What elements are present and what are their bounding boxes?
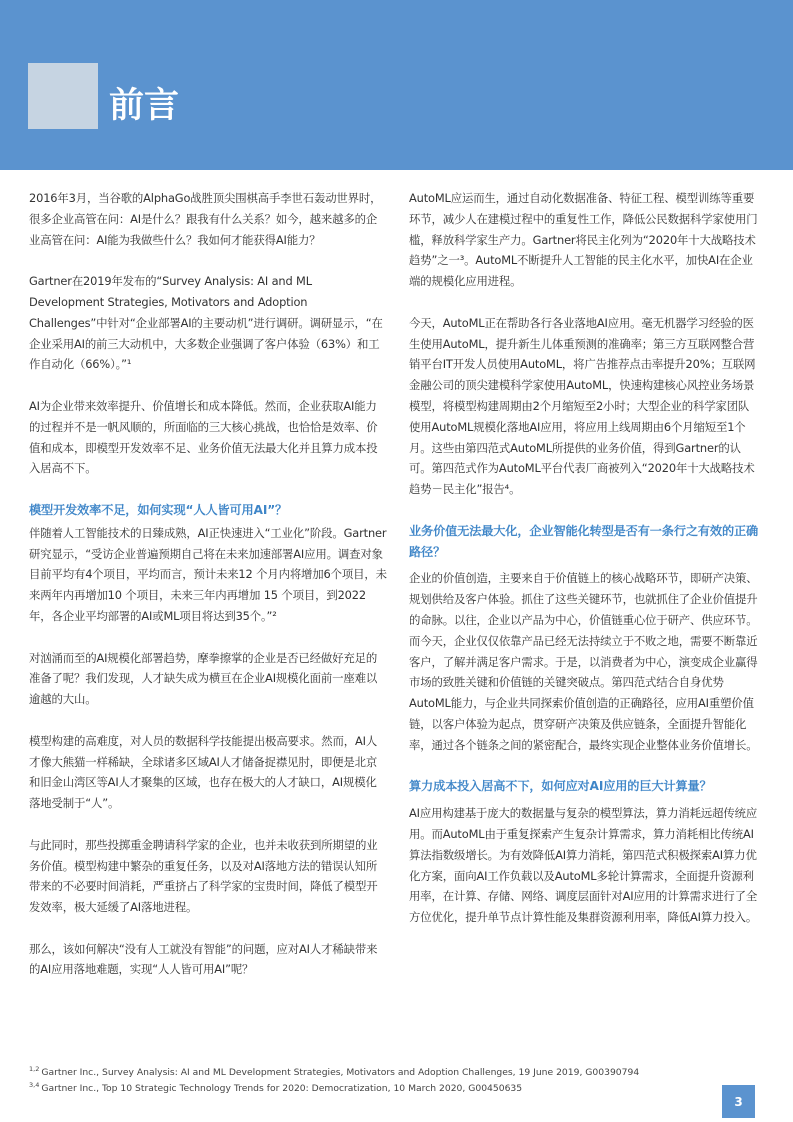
paragraph: 与此同时，那些投掷重金聘请科学家的企业，也并未收获到所期望的业务价值。模型构建中繁杂的重复任务，以及对AI落地方法的错误认知所带来的不必要时间消耗，严重挤占了科学家的宝贵时间，降低了模型开发效率，极大延缓了AI落地进程。 xyxy=(29,837,378,915)
paragraph: 模型构建的高难度，对人员的数据科学技能提出极高要求。然而，AI人才像大熊猫一样稀缺，全球诸多区域AI人才储备捉襟见肘，即便是北京和旧金山湾区等AI人才聚集的区域，也存在极大的人才缺口，AI规模化落地受制于“人”。 xyxy=(29,733,378,811)
footnote-text: Gartner Inc., Top 10 Strategic Technology Trends for 2020: Democratization, 10 March 2020, G00450635 xyxy=(41,1083,523,1094)
footnote-mark: 1,2 xyxy=(29,1064,40,1073)
paragraph: 今天，AutoML正在帮助各行各业落地AI应用。毫无机器学习经验的医生使用AutoML，提升新生儿体重预测的准确率；第三方互联网整合营销平台IT开发人员使用AutoML，将广告推荐点击率提升20%；互联网金融公司的顶尖建模科学家使用AutoML，快速构建核心风控业务场景模型，将模型构建周期由2个月缩短至2小时；大型企业的科学家团队使用AutoML规模化落地AI应用，将应用上线周期由6个月缩短至1个月。这些由第四范式AutoML所提供的业务价值，得到Gartner的认可。第四范式作为AutoML平台代表厂商被列入“2020年十大战略技术趋势－民主化”报告⁴。 xyxy=(409,315,756,497)
footnotes xyxy=(29,1065,639,1097)
footnote xyxy=(29,1081,639,1097)
footnote-mark: 3,4 xyxy=(29,1080,40,1089)
section-heading: 模型开发效率不足，如何实现“人人皆可用AI”？ xyxy=(29,502,288,517)
footnote xyxy=(29,1065,639,1081)
paragraph: 2016年3月，当谷歌的AlphaGo战胜顶尖围棋高手李世石轰动世界时，很多企业高管在问：AI是什么？跟我有什么关系？如今，越来越多的企业高管在问：AI能为我做些什么？我如何才能获得AI能力？ xyxy=(29,191,382,247)
section-heading: 业务价值无法最大化，企业智能化转型是否有一条行之有效的正确路径？ xyxy=(409,523,759,559)
paragraph: AutoML应运而生，通过自动化数据准备、特征工程、模型训练等重要环节，减少人在建模过程中的重复性工作，降低公民数据科学家使用门槛，释放科学家生产力。Gartner将民主化列为“2020年十大战略技术趋势”之一³。AutoML不断提升人工智能的民主化水平，加快AI在企业端的规模化应用进程。 xyxy=(409,191,758,289)
footnote-text: Gartner Inc., Survey Analysis: AI and ML Development Strategies, Motivators and Adoption Challenges, 19 June 2019, G00390794 xyxy=(41,1067,640,1078)
left-column xyxy=(29,188,387,1001)
paragraph: 企业的价值创造，主要来自于价值链上的核心战略环节，即研产决策、规划供给及客户体验。抓住了这些关键环节，也就抓住了企业价值提升的命脉。以往，企业以产品为中心，价值链重心位于研产、供应环节。而今天，企业仅仅依靠产品已经无法持续立于不败之地，需要不断靠近客户，了解并满足客户需求。于是，以消费者为中心，演变成企业赢得市场的致胜关键和价值链的关键突破点。第四范式结合自身优势AutoML能力，与企业共同探索价值创造的正确路径，应用AI重塑价值链，以客户体验为起点，贯穿研产决策及供应链条，全面提升智能化率，通过各个链条之间的紧密配合，最终实现企业整体业务价值增长。 xyxy=(409,571,758,752)
paragraph: Gartner在2019年发布的“Survey Analysis: AI and ML Development Strategies, Motivators and Adoption Challenges”中针对“企业部署AI的主要动机”进行调研。调研显示，“在企业采用AI的前三大动机中，大多数企业强调了客户体验（63%）和工作自动化（66%）。”¹ xyxy=(29,274,383,372)
paragraph: AI为企业带来效率提升、价值增长和成本降低。然而，企业获取AI能力的过程并不是一帆风顺的，所面临的三大核心挑战，也恰恰是效率、价值和成本，即模型开发效率不足、业务价值无法最大化并且算力成本投入居高不下。 xyxy=(29,398,378,476)
page-number: 3 xyxy=(722,1085,755,1118)
section-heading: 算力成本投入居高不下，如何应对AI应用的巨大计算量？ xyxy=(409,779,712,794)
right-column xyxy=(409,188,759,949)
paragraph: 那么，该如何解决“没有人工就没有智能”的问题，应对AI人才稀缺带来的AI应用落地难题，实现“人人皆可用AI”呢？ xyxy=(29,941,378,977)
header-decoration-square xyxy=(28,63,98,129)
header-band xyxy=(0,0,793,170)
paragraph: AI应用构建基于庞大的数据量与复杂的模型算法，算力消耗远超传统应用。而AutoML由于重复探索产生复杂计算需求，算力消耗相比传统AI算法指数级增长。为有效降低AI算力消耗，第四范式积极探索AI算力优化方案，面向AI工作负载以及AutoML多轮计算需求，全面提升资源利用率，在计算、存储、网络、调度层面针对AI应用的计算需求进行了全方位优化，提升单节点计算性能及集群资源利用率，降低AI算力投入。 xyxy=(409,806,758,925)
page-title: 前言 xyxy=(109,85,180,126)
paragraph: 伴随着人工智能技术的日臻成熟，AI正快速进入“工业化”阶段。Gartner研究显示，“受访企业普遍预期自己将在未来加速部署AI应用。调查对象目前平均有4个项目，平均而言，预计未来12 个月内将增加6个项目，未来两年内再增加10 个项目，未来三年内再增加 15 个项目，到2022年，各企业平均部署的AI或ML项目将达到35个。”² xyxy=(29,525,387,623)
paragraph: 对汹涌而至的AI规模化部署趋势，摩拳擦掌的企业是否已经做好充足的准备了呢？我们发现，人才缺失成为横亘在企业AI规模化面前一座难以逾越的大山。 xyxy=(29,650,378,707)
